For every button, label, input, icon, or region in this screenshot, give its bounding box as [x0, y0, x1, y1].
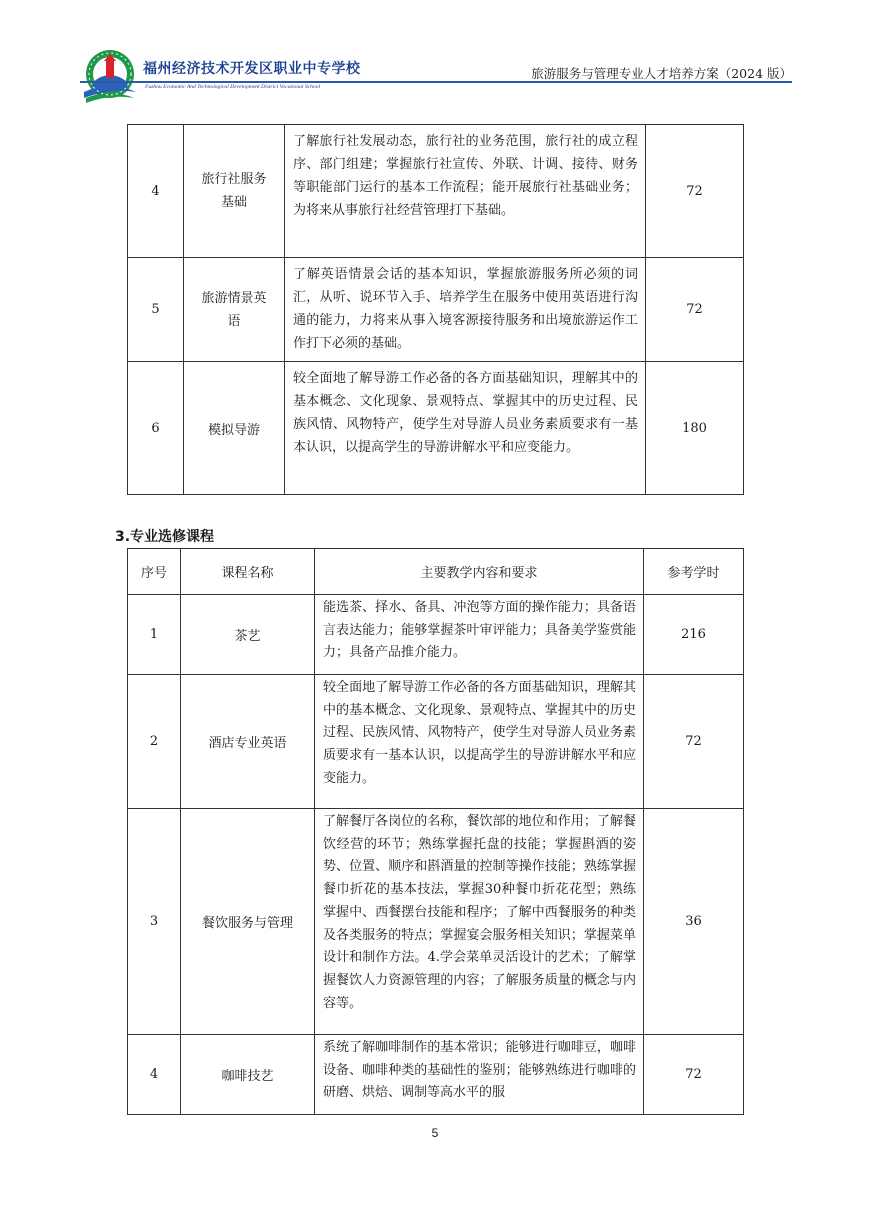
school-name-cn: 福州经济技术开发区职业中专学校	[143, 61, 361, 77]
course-content: 了解旅行社发展动态，旅行社的业务范围，旅行社的成立程序、部门组建；掌握旅行社宣传、外联、计调、接待、财务等职能部门运行的基本工作流程；能开展旅行社基础业务；为将来从事旅行社经营管理打下基础。	[285, 125, 646, 258]
elective-course-table	[127, 548, 744, 1115]
column-header-number: 序号	[128, 549, 181, 595]
document-title: 旅游服务与管理专业人才培养方案（2024 版）	[531, 66, 792, 81]
course-name: 餐饮服务与管理	[181, 809, 315, 1035]
school-name-en: Fuzhou Economic And Technological Development District Vocational School	[145, 84, 321, 90]
course-number: 6	[128, 362, 184, 495]
course-content: 较全面地了解导游工作必备的各方面基础知识，理解其中的基本概念、文化现象、景观特点、掌握其中的历史过程、民族风情、风物特产，使学生对导游人员业务素质要求有一基本认识，以提高学生的导游讲解水平和应变能力。	[285, 362, 646, 495]
table-row	[128, 258, 744, 362]
course-number: 5	[128, 258, 184, 362]
header-rule	[80, 81, 792, 83]
course-hours: 72	[644, 675, 744, 809]
course-content: 了解英语情景会话的基本知识，掌握旅游服务所必须的词汇，从听、说环节入手、培养学生在服务中使用英语进行沟通的能力，力将来从事入境客源接待服务和出境旅游运作工作打下必须的基础。	[285, 258, 646, 362]
course-content: 较全面地了解导游工作必备的各方面基础知识，理解其中的基本概念、文化现象、景观特点、掌握其中的历史过程、民族风情、风物特产，使学生对导游人员业务素质要求有一基本认识，以提高学生的导游讲解水平和应变能力。	[315, 675, 644, 809]
course-number: 3	[128, 809, 181, 1035]
course-number: 2	[128, 675, 181, 809]
table-row	[128, 362, 744, 495]
table-row	[128, 809, 744, 1035]
course-name: 旅行社服务基础	[184, 125, 285, 258]
course-name: 旅游情景英语	[184, 258, 285, 362]
page-number: 5	[431, 1126, 439, 1140]
course-hours: 72	[646, 258, 744, 362]
core-course-table	[127, 124, 744, 495]
course-hours: 216	[644, 595, 744, 675]
course-hours: 36	[644, 809, 744, 1035]
course-name: 茶艺	[181, 595, 315, 675]
course-name: 模拟导游	[184, 362, 285, 495]
table-row	[128, 675, 744, 809]
course-hours: 72	[646, 125, 744, 258]
course-number: 4	[128, 125, 184, 258]
page-header	[80, 46, 792, 104]
course-name: 酒店专业英语	[181, 675, 315, 809]
section-title: 3.专业选修课程	[115, 529, 215, 545]
table-row	[128, 125, 744, 258]
column-header-name: 课程名称	[181, 549, 315, 595]
course-hours: 180	[646, 362, 744, 495]
course-content: 能选茶、择水、备具、冲泡等方面的操作能力；具备语言表达能力；能够掌握茶叶审评能力；具备美学鉴赏能力；具备产品推介能力。	[315, 595, 644, 675]
course-number: 4	[128, 1035, 181, 1115]
course-number: 1	[128, 595, 181, 675]
course-content: 了解餐厅各岗位的名称，餐饮部的地位和作用；了解餐饮经营的环节；熟练掌握托盘的技能；掌握斟酒的姿势、位置、顺序和斟酒量的控制等操作技能；熟练掌握餐巾折花的基本技法，掌握30种餐巾折花花型；熟练掌握中、西餐摆台技能和程序；了解中西餐服务的种类及各类服务的特点；掌握宴会服务相关知识；掌握菜单设计和制作方法。4.学会菜单灵活设计的艺术；了解掌握餐饮人力资源管理的内容；了解服务质量的概念与内容等。	[315, 809, 644, 1035]
course-content: 系统了解咖啡制作的基本常识；能够进行咖啡豆，咖啡设备、咖啡种类的基础性的鉴别；能够熟练进行咖啡的研磨、烘焙、调制等高水平的服	[315, 1035, 644, 1115]
table-row	[128, 595, 744, 675]
course-name: 咖啡技艺	[181, 1035, 315, 1115]
school-emblem-icon	[80, 48, 140, 104]
course-hours: 72	[644, 1035, 744, 1115]
column-header-hours: 参考学时	[644, 549, 744, 595]
table-header-row	[128, 549, 744, 595]
table-row	[128, 1035, 744, 1115]
column-header-content: 主要教学内容和要求	[315, 549, 644, 595]
